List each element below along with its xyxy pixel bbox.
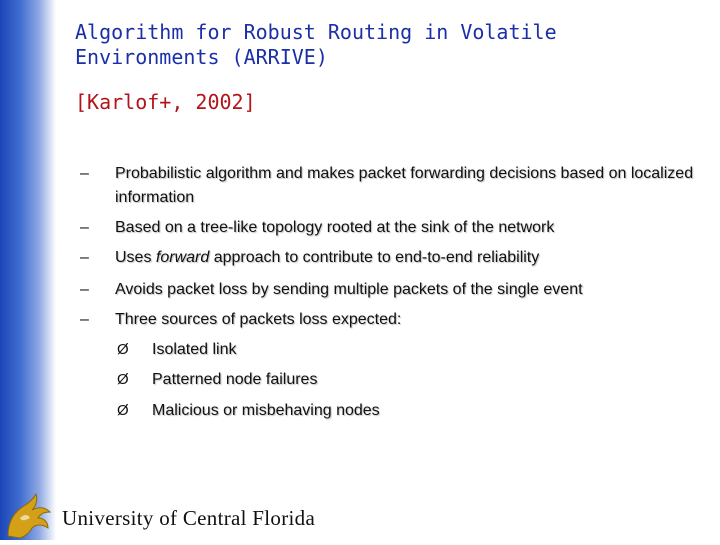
bullet-marker: – [80,219,89,236]
sidebar-gradient [0,0,56,540]
slide-title [75,20,675,70]
citation: [Karlof+, 2002] [75,90,256,114]
bullet-text-emphasis: forward [155,249,210,266]
title-line-1: Algorithm for Robust Routing in Volatile [75,20,557,44]
arrow-bullet-icon: Ø [117,341,129,358]
title-line-2: Environments (ARRIVE) [75,45,328,69]
bullet-marker: – [80,311,89,328]
bullet-marker: – [80,165,89,182]
bullet-text: Three sources of packets loss expected: [115,311,402,328]
sub-bullet-text: Patterned node failures [152,371,318,388]
bullet-marker: – [80,281,89,298]
arrow-bullet-icon: Ø [117,402,129,419]
bullet-text-pre: Uses [115,249,156,266]
bullet-text: Based on a tree-like topology rooted at the sink of the network [115,219,555,236]
bullet-text: Avoids packet loss by sending multiple packets of the single event [115,281,583,298]
bullet-marker: – [80,249,89,266]
bullet-text: Probabilistic algorithm and makes packet forwarding decisions based on localized information [115,165,694,206]
arrow-bullet-icon: Ø [117,371,129,388]
pegasus-logo-icon [0,492,60,540]
bullet-text-post: approach to contribute to end-to-end reliability [209,249,540,266]
sub-bullet-text: Malicious or misbehaving nodes [152,402,380,419]
sub-bullet-text: Isolated link [152,341,237,358]
bullet-text [115,246,695,270]
university-name: University of Central Florida [62,506,316,530]
